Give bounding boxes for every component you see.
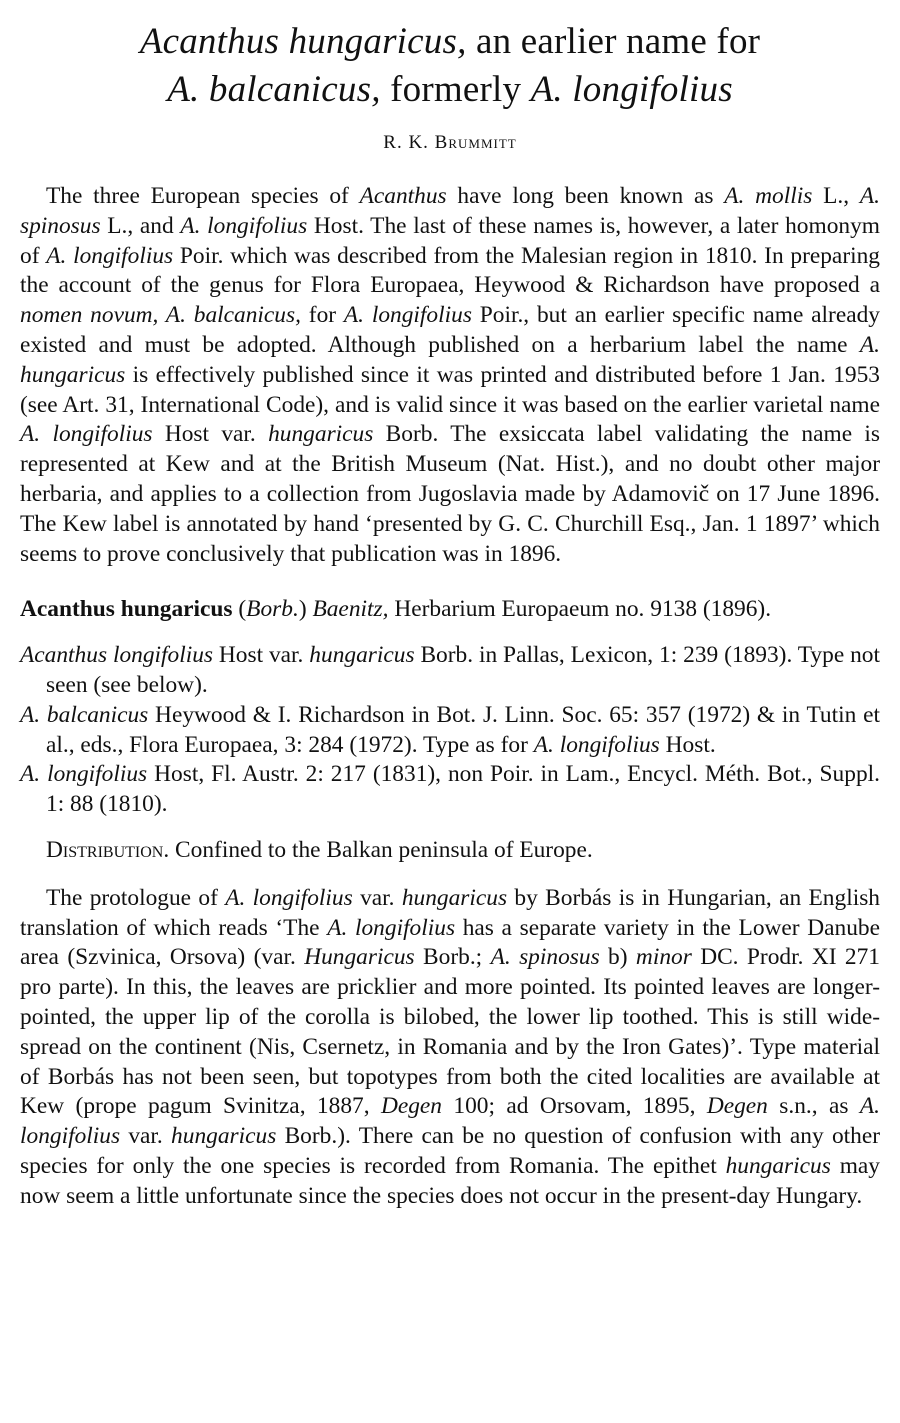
text-run: Host var. — [213, 642, 310, 669]
text-run: var. — [120, 1123, 172, 1150]
italic-text: Baenitz, — [312, 596, 389, 623]
article-title — [20, 0, 880, 114]
italic-text: A. hungaricus — [20, 331, 880, 388]
synonym-entry — [20, 701, 880, 761]
text-run: Borb. in Pallas, Lexicon, 1: 239 (1893). Type not seen (see below). — [46, 642, 880, 698]
text-run: Borb. The exsiccata label validating the name is represented at Kew and at the British Museum (Nat. Hist.), and no doubt other major herbaria, and applies to a collection from Jugoslavia made by Adamovič on 17 June 1896. The Kew label is annotated by hand ‘presented by G. C. Churchill Esq., Jan. 1 1897’ which seems to prove conclusively that publication was in 1896. — [20, 421, 880, 567]
text-run: The protologue of — [46, 884, 226, 911]
italic-text: A. spinosus — [490, 944, 600, 971]
text-run: var. — [352, 884, 402, 911]
text-run: Heywood & I. Richardson in Bot. J. Linn. Soc. 65: 357 (1972) & in Tutin et al., eds., Flora Europaea, 3: 284 (1972). Type as for — [46, 701, 880, 758]
text-run: Herbarium Europaeum no. 9138 (1896). — [388, 596, 772, 623]
text-run: 100; ad Orsovam, 1895, — [442, 1093, 707, 1120]
text-run: ) — [298, 596, 313, 623]
title-line-2 — [20, 66, 880, 114]
italic-text: hungaricus — [725, 1152, 831, 1179]
synonym-entry — [20, 760, 880, 820]
italic-text: Degen — [380, 1093, 442, 1120]
italic-text: A. longifolius — [530, 69, 733, 110]
italic-text: A. spinosus — [20, 183, 881, 239]
text-run: Poir. which was described from the Malesian region in 1810. In preparing the account of the genus for Flora Europaea, Heywood & Richardson have proposed a — [20, 242, 880, 299]
text-run: by Borbás is in Hungarian, an English translation of which reads ‘The — [20, 884, 880, 941]
italic-text: A. longifolius — [20, 761, 148, 788]
italic-text: Acanthus hungaricus, — [139, 21, 467, 62]
italic-text: A. longifolius — [225, 884, 353, 911]
text-run: Poir., but an earlier specific name already existed and must be adopted. Although published on a herbarium label the name — [20, 302, 881, 358]
text-run: has a separate variety in the Lower Danube area (Szvinica, Orsova) (var. — [20, 914, 880, 971]
text-run: L., — [812, 183, 860, 209]
author: R. K. Brummitt — [383, 132, 517, 153]
italic-text: A. longifolius — [327, 914, 456, 941]
text-run: have long been known as — [446, 183, 725, 209]
text-run: The three European species of — [46, 183, 360, 209]
italic-text: A. longifolius — [46, 242, 174, 269]
text-run: DC. Prodr. XI 271 pro parte). In this, the leaves are pricklier and more pointed. Its pointed leaves are longer-pointed, the upper lip of the corolla is bilobed, the lower lip toothed. This is still wide-spread on the continent (Nis, Csernetz, in Romania and by the Iron Gates)’. Type material of Borbás has not been seen, but topotypes from both the cited localities are available at Kew (prope pagum Svinitza, 1887, — [20, 944, 880, 1120]
text-run: Host var. — [152, 421, 269, 448]
text-run: ( — [232, 596, 247, 623]
text-run: may now seem a little unfortunate since the species does not occur in the present-day Hungary. — [20, 1152, 880, 1209]
title-line-1 — [20, 18, 880, 66]
italic-text: A. mollis — [724, 183, 813, 209]
italic-text: Acanthus longifolius — [20, 642, 214, 669]
italic-text: nomen novum, A. balcanicus, — [20, 302, 301, 329]
text-run: b) — [599, 944, 636, 971]
italic-text: hungaricus — [309, 642, 415, 669]
italic-text: Hungaricus — [304, 944, 415, 971]
italic-text: Borb. — [246, 596, 299, 623]
italic-text: A. balcanicus, — [167, 69, 381, 110]
italic-text: hungaricus — [268, 421, 374, 448]
discussion-paragraph — [20, 884, 880, 1212]
text-run: Confined to the Balkan peninsula of Europe. — [169, 836, 593, 863]
distribution — [20, 836, 880, 866]
italic-text: A. longifolius — [533, 731, 660, 758]
italic-text: A. longifolius — [20, 1093, 880, 1150]
text-run: Host. The last of these names is, however, a later homonym of — [20, 212, 880, 269]
italic-text: hungaricus — [401, 884, 508, 911]
intro-paragraph — [20, 182, 880, 569]
text-run: Host. — [659, 731, 716, 758]
text-run: an earlier name for — [466, 21, 761, 62]
italic-text: Degen — [706, 1093, 768, 1120]
text-run: s.n., as — [767, 1093, 860, 1120]
text-run: Host, Fl. Austr. 2: 217 (1831), non Poir. in Lam., Encycl. Méth. Bot., Suppl. 1: 88 (1810). — [46, 761, 880, 818]
italic-text: A. longifolius — [343, 302, 472, 329]
text-run: for — [300, 302, 344, 329]
italic-text: minor — [635, 944, 692, 971]
text-run: Borb.; — [414, 944, 491, 971]
italic-text: A. longifolius — [180, 212, 308, 239]
text-run: L., and — [100, 212, 181, 239]
italic-text: Acanthus — [359, 183, 447, 209]
text-run: Distribution. — [46, 836, 170, 863]
synonym-entry — [20, 641, 880, 701]
accepted-name-citation — [20, 595, 880, 625]
text-run: is effectively published since it was printed and distributed before 1 Jan. 1953 (see Art. 31, International Code), and is valid since it was based on the earlier varietal name — [20, 361, 880, 418]
bold-text: Acanthus hungaricus — [20, 596, 233, 623]
italic-text: A. longifolius — [20, 421, 153, 448]
italic-text: A. balcanicus — [20, 701, 149, 728]
text-run: formerly — [380, 69, 531, 110]
text-run: Borb.). There can be no question of confusion with any other species for only the one species is recorded from Romania. The epithet — [20, 1123, 880, 1179]
italic-text: hungaricus — [171, 1123, 277, 1150]
